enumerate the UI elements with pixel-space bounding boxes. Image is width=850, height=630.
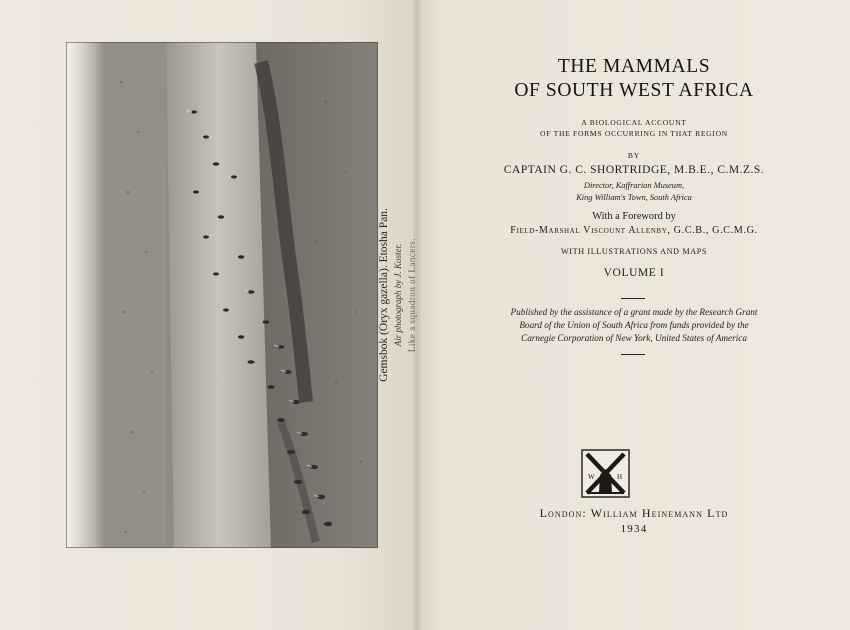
logo-letter-h: H bbox=[617, 473, 623, 481]
author-role-line-2: King William's Town, South Africa bbox=[576, 193, 692, 202]
publisher-imprint: London: William Heinemann Ltd bbox=[539, 506, 729, 520]
caption-text-group bbox=[377, 208, 419, 382]
foreword-line-1: With a Foreword by bbox=[592, 211, 676, 222]
published-note-line-3: Carnegie Corporation of New York, United States of America bbox=[521, 333, 747, 343]
author-name: CAPTAIN G. C. SHORTRIDGE, M.B.E., C.M.Z.S. bbox=[503, 164, 765, 176]
caption-tagline: Like a squadron of Lancers. bbox=[407, 237, 417, 353]
published-note-line-2: Board of the Union of South Africa from funds provided by the bbox=[519, 320, 749, 330]
author-role-line-1: Director, Kaffrarian Museum, bbox=[583, 181, 685, 190]
caption-main: Gemsbok (Oryx gazella). Etosha Pan. bbox=[378, 208, 390, 382]
publication-year: 1934 bbox=[620, 523, 648, 535]
subtitle-line-2: OF THE FORMS OCCURRING IN THAT REGION bbox=[540, 129, 728, 138]
illustrations-note: WITH ILLUSTRATIONS AND MAPS bbox=[560, 247, 708, 256]
volume-label: VOLUME I bbox=[603, 267, 665, 279]
book-title-line-2: OF SOUTH WEST AFRICA bbox=[514, 80, 754, 101]
published-note-line-1: Published by the assistance of a grant made by the Research Grant bbox=[510, 307, 758, 317]
aerial-photo-illustration bbox=[66, 42, 378, 548]
foreword-line-2: Field-Marshal Viscount Allenby, G.C.B., G.C.M.G. bbox=[510, 225, 758, 236]
subtitle-line-1: A BIOLOGICAL ACCOUNT bbox=[581, 118, 687, 127]
logo-letter-w: W bbox=[588, 473, 595, 481]
book-title-line-1: THE MAMMALS bbox=[557, 56, 711, 77]
divider-rule-bottom bbox=[621, 354, 645, 355]
frontispiece-photograph bbox=[66, 42, 378, 548]
caption-credit: Air photograph by J. Koster. bbox=[393, 243, 403, 347]
divider-rule-top bbox=[621, 298, 645, 299]
windmill-logo-icon bbox=[581, 449, 630, 498]
by-label: BY bbox=[627, 151, 641, 160]
title-page bbox=[418, 0, 850, 630]
